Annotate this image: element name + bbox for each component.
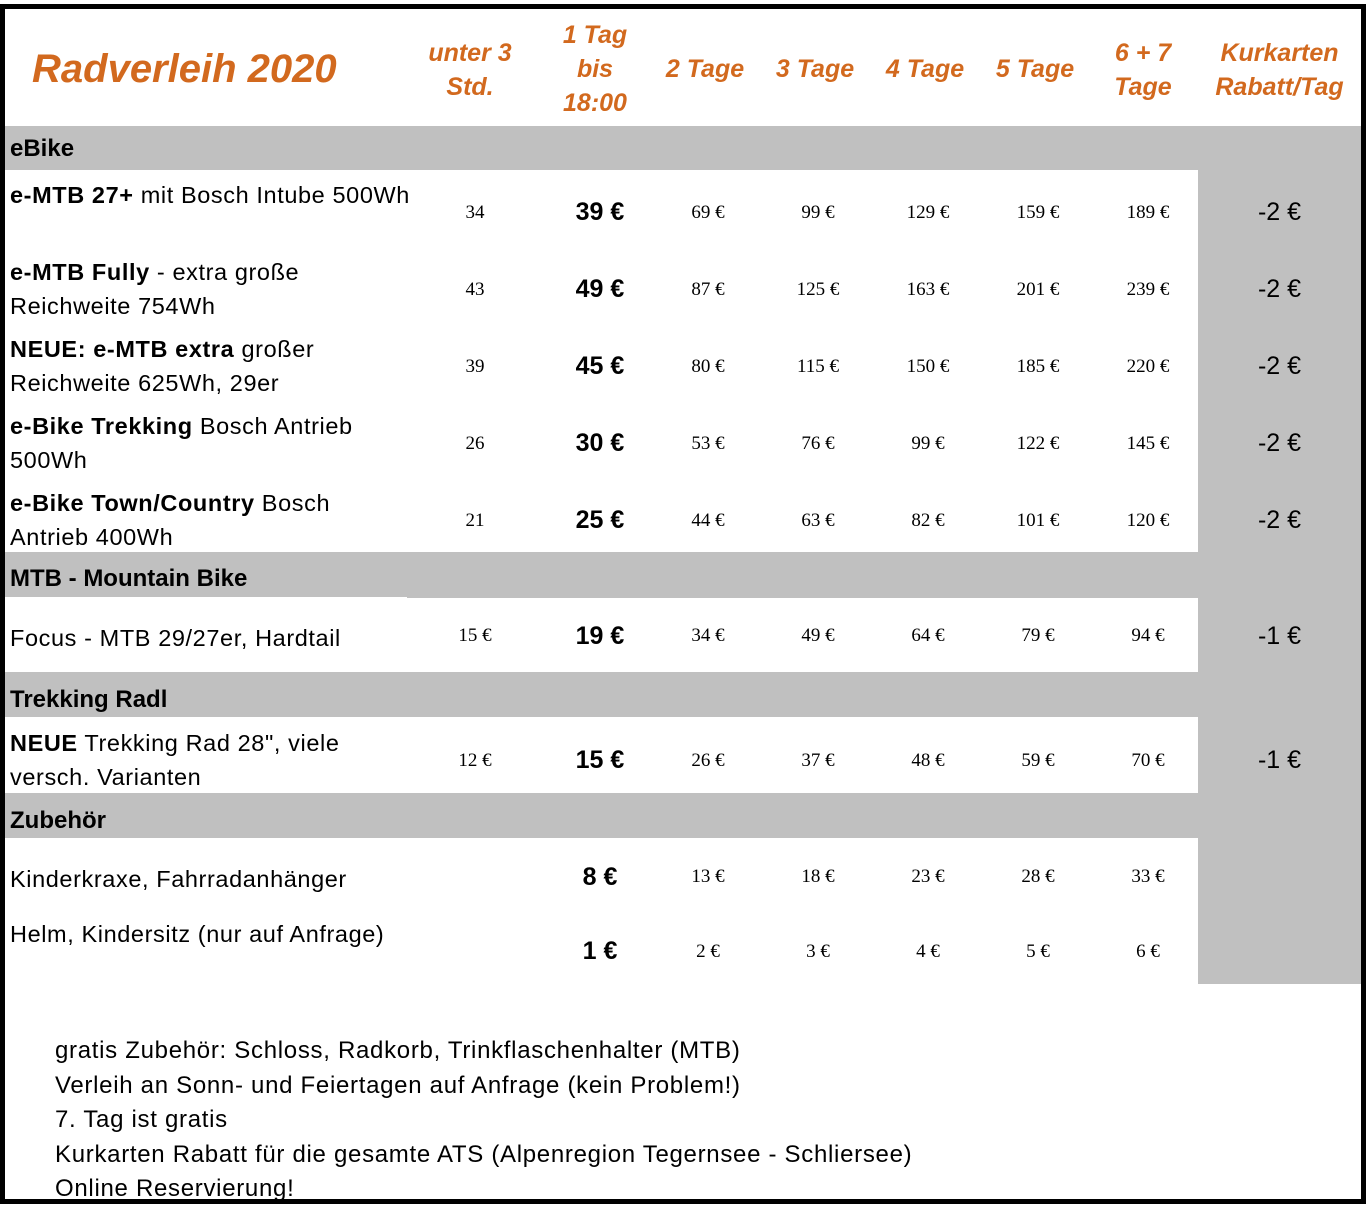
table-row [5,174,1365,251]
price-cell: 26 € [691,749,725,771]
price-cell: 25 € [575,506,625,535]
price-cell: 30 € [575,429,625,458]
price-cell: 15 € [458,625,492,647]
price-cell: 70 € [1131,749,1165,771]
table-row [5,251,1365,328]
price-cell: 239 € [1126,278,1170,300]
row-description [10,621,410,655]
price-cell: 5 € [1026,940,1050,962]
row-product-detail: Trekking Rad 28", viele versch. Varianten [10,730,340,790]
price-cell: 39 [465,355,485,377]
discount-cell: -1 € [1257,621,1302,650]
price-cell: 26 [465,432,485,454]
price-cell: 150 € [906,355,950,377]
table-row [5,603,1365,669]
note-line: Kurkarten Rabatt für die gesamte ATS (Alpenregion Tegernsee - Schliersee) [55,1140,913,1168]
price-cell: 189 € [1126,201,1170,223]
discount-cell: -2 € [1257,198,1302,227]
row-description [10,486,410,554]
price-cell: 34 € [691,625,725,647]
discount-cell: -2 € [1257,506,1302,535]
price-cell: 99 € [801,201,835,223]
row-product-detail: großer Reichweite 625Wh, 29er [10,336,315,396]
row-description [10,409,410,477]
row-description [10,255,410,323]
row-description [10,726,410,794]
discount-cell: -2 € [1257,275,1302,304]
row-product-detail: Focus - MTB 29/27er, Hardtail [10,625,341,651]
band-ebike [5,126,1361,170]
table-row [5,482,1365,559]
row-description [10,178,410,212]
table-row [5,722,1365,799]
footer-notes [55,1034,912,1207]
price-cell: 28 € [1021,866,1055,888]
price-cell: 82 € [911,509,945,531]
band-zubehoer [5,793,1198,838]
price-cell: 220 € [1126,355,1170,377]
row-product-name: e-MTB 27+ [10,182,134,208]
price-cell: 21 [465,509,485,531]
price-cell: 80 € [691,355,725,377]
row-description [10,332,410,400]
price-cell: 122 € [1016,432,1060,454]
price-cell: 39 € [575,198,625,227]
section-mtb: MTB - Mountain Bike [10,565,248,592]
note-line: Online Reservierung! [55,1175,295,1202]
price-cell: 87 € [691,278,725,300]
price-cell: 159 € [1016,201,1060,223]
row-description [10,862,410,896]
price-cell: 76 € [801,432,835,454]
price-cell: 1 € [582,937,618,966]
price-cell: 101 € [1016,509,1060,531]
row-product-detail: Bosch Antrieb 400Wh [10,490,331,550]
row-product-detail: - extra große Reichweite 754Wh [10,259,300,319]
table-row [5,844,1365,910]
price-cell: 48 € [911,749,945,771]
discount-cell: -2 € [1257,352,1302,381]
price-cell: 120 € [1126,509,1170,531]
price-cell: 79 € [1021,625,1055,647]
row-product-detail: mit Bosch Intube 500Wh [133,182,410,208]
price-cell: 34 [465,201,485,223]
price-cell: 53 € [691,432,725,454]
discount-cell: -1 € [1257,746,1302,775]
price-cell: 163 € [906,278,950,300]
price-cell: 37 € [801,749,835,771]
header-kurkarten-rabatt: Kurkarten Rabatt/Tag [1215,39,1344,101]
price-cell: 44 € [691,509,725,531]
price-cell: 18 € [801,866,835,888]
price-cell: 19 € [575,621,625,650]
price-cell: 99 € [911,432,945,454]
price-cell: 33 € [1131,866,1165,888]
price-cell: 12 € [458,749,492,771]
price-cell: 13 € [691,866,725,888]
price-cell: 63 € [801,509,835,531]
price-cell: 49 € [801,625,835,647]
section-trekking: Trekking Radl [10,686,168,713]
note-line: Verleih an Sonn- und Feiertagen auf Anfrage (kein Problem!) [55,1071,741,1099]
price-cell: 94 € [1131,625,1165,647]
row-product-name: NEUE [10,730,78,756]
row-product-name: e-Bike Trekking [10,413,193,439]
header-1-tag: 1 Tag bis 18:00 [562,21,628,117]
price-cell: 145 € [1126,432,1170,454]
header-3-tage: 3 Tage [775,55,855,83]
header-5-tage: 5 Tage [995,55,1075,83]
band-trekking-gap [407,672,1198,717]
price-cell: 3 € [806,940,830,962]
row-product-detail: Bosch Antrieb 500Wh [10,413,353,473]
discount-cell: -2 € [1257,429,1302,458]
price-cell: 2 € [696,940,720,962]
price-cell: 125 € [796,278,840,300]
section-zubehoer: Zubehör [10,807,106,834]
price-cell: 49 € [575,275,625,304]
price-cell: 15 € [575,746,625,775]
price-cell: 69 € [691,201,725,223]
row-product-name: NEUE: e-MTB extra [10,336,235,362]
row-product-name: e-MTB Fully [10,259,150,285]
note-line: gratis Zubehör: Schloss, Radkorb, Trinkflaschenhalter (MTB) [55,1037,741,1064]
price-cell: 185 € [1016,355,1060,377]
note-line: 7. Tag ist gratis [55,1106,228,1133]
price-cell: 23 € [911,866,945,888]
table-row [5,913,1365,990]
price-cell: 129 € [906,201,950,223]
price-cell: 64 € [911,625,945,647]
price-sheet [0,4,1366,1204]
header-4-tage: 4 Tage [885,55,965,83]
header-unter-3-std: unter 3 Std. [428,39,512,101]
row-product-detail: Helm, Kindersitz (nur auf Anfrage) [10,921,385,947]
price-cell: 201 € [1016,278,1060,300]
price-cell: 59 € [1021,749,1055,771]
price-cell: 6 € [1136,940,1160,962]
header-6-7-tage: 6 + 7 Tage [1114,39,1172,101]
table-row [5,405,1365,482]
row-description [10,917,410,951]
price-cell: 45 € [575,352,625,381]
table-row [5,328,1365,405]
row-product-name: e-Bike Town/Country [10,490,255,516]
page-title: Radverleih 2020 [32,47,337,91]
price-cell: 43 [465,278,485,300]
header-2-tage: 2 Tage [665,55,745,83]
price-cell: 8 € [582,862,618,891]
section-ebike: eBike [10,135,75,162]
row-product-detail: Kinderkraxe, Fahrradanhänger [10,866,347,892]
price-cell: 4 € [916,940,940,962]
price-cell: 115 € [796,355,840,377]
